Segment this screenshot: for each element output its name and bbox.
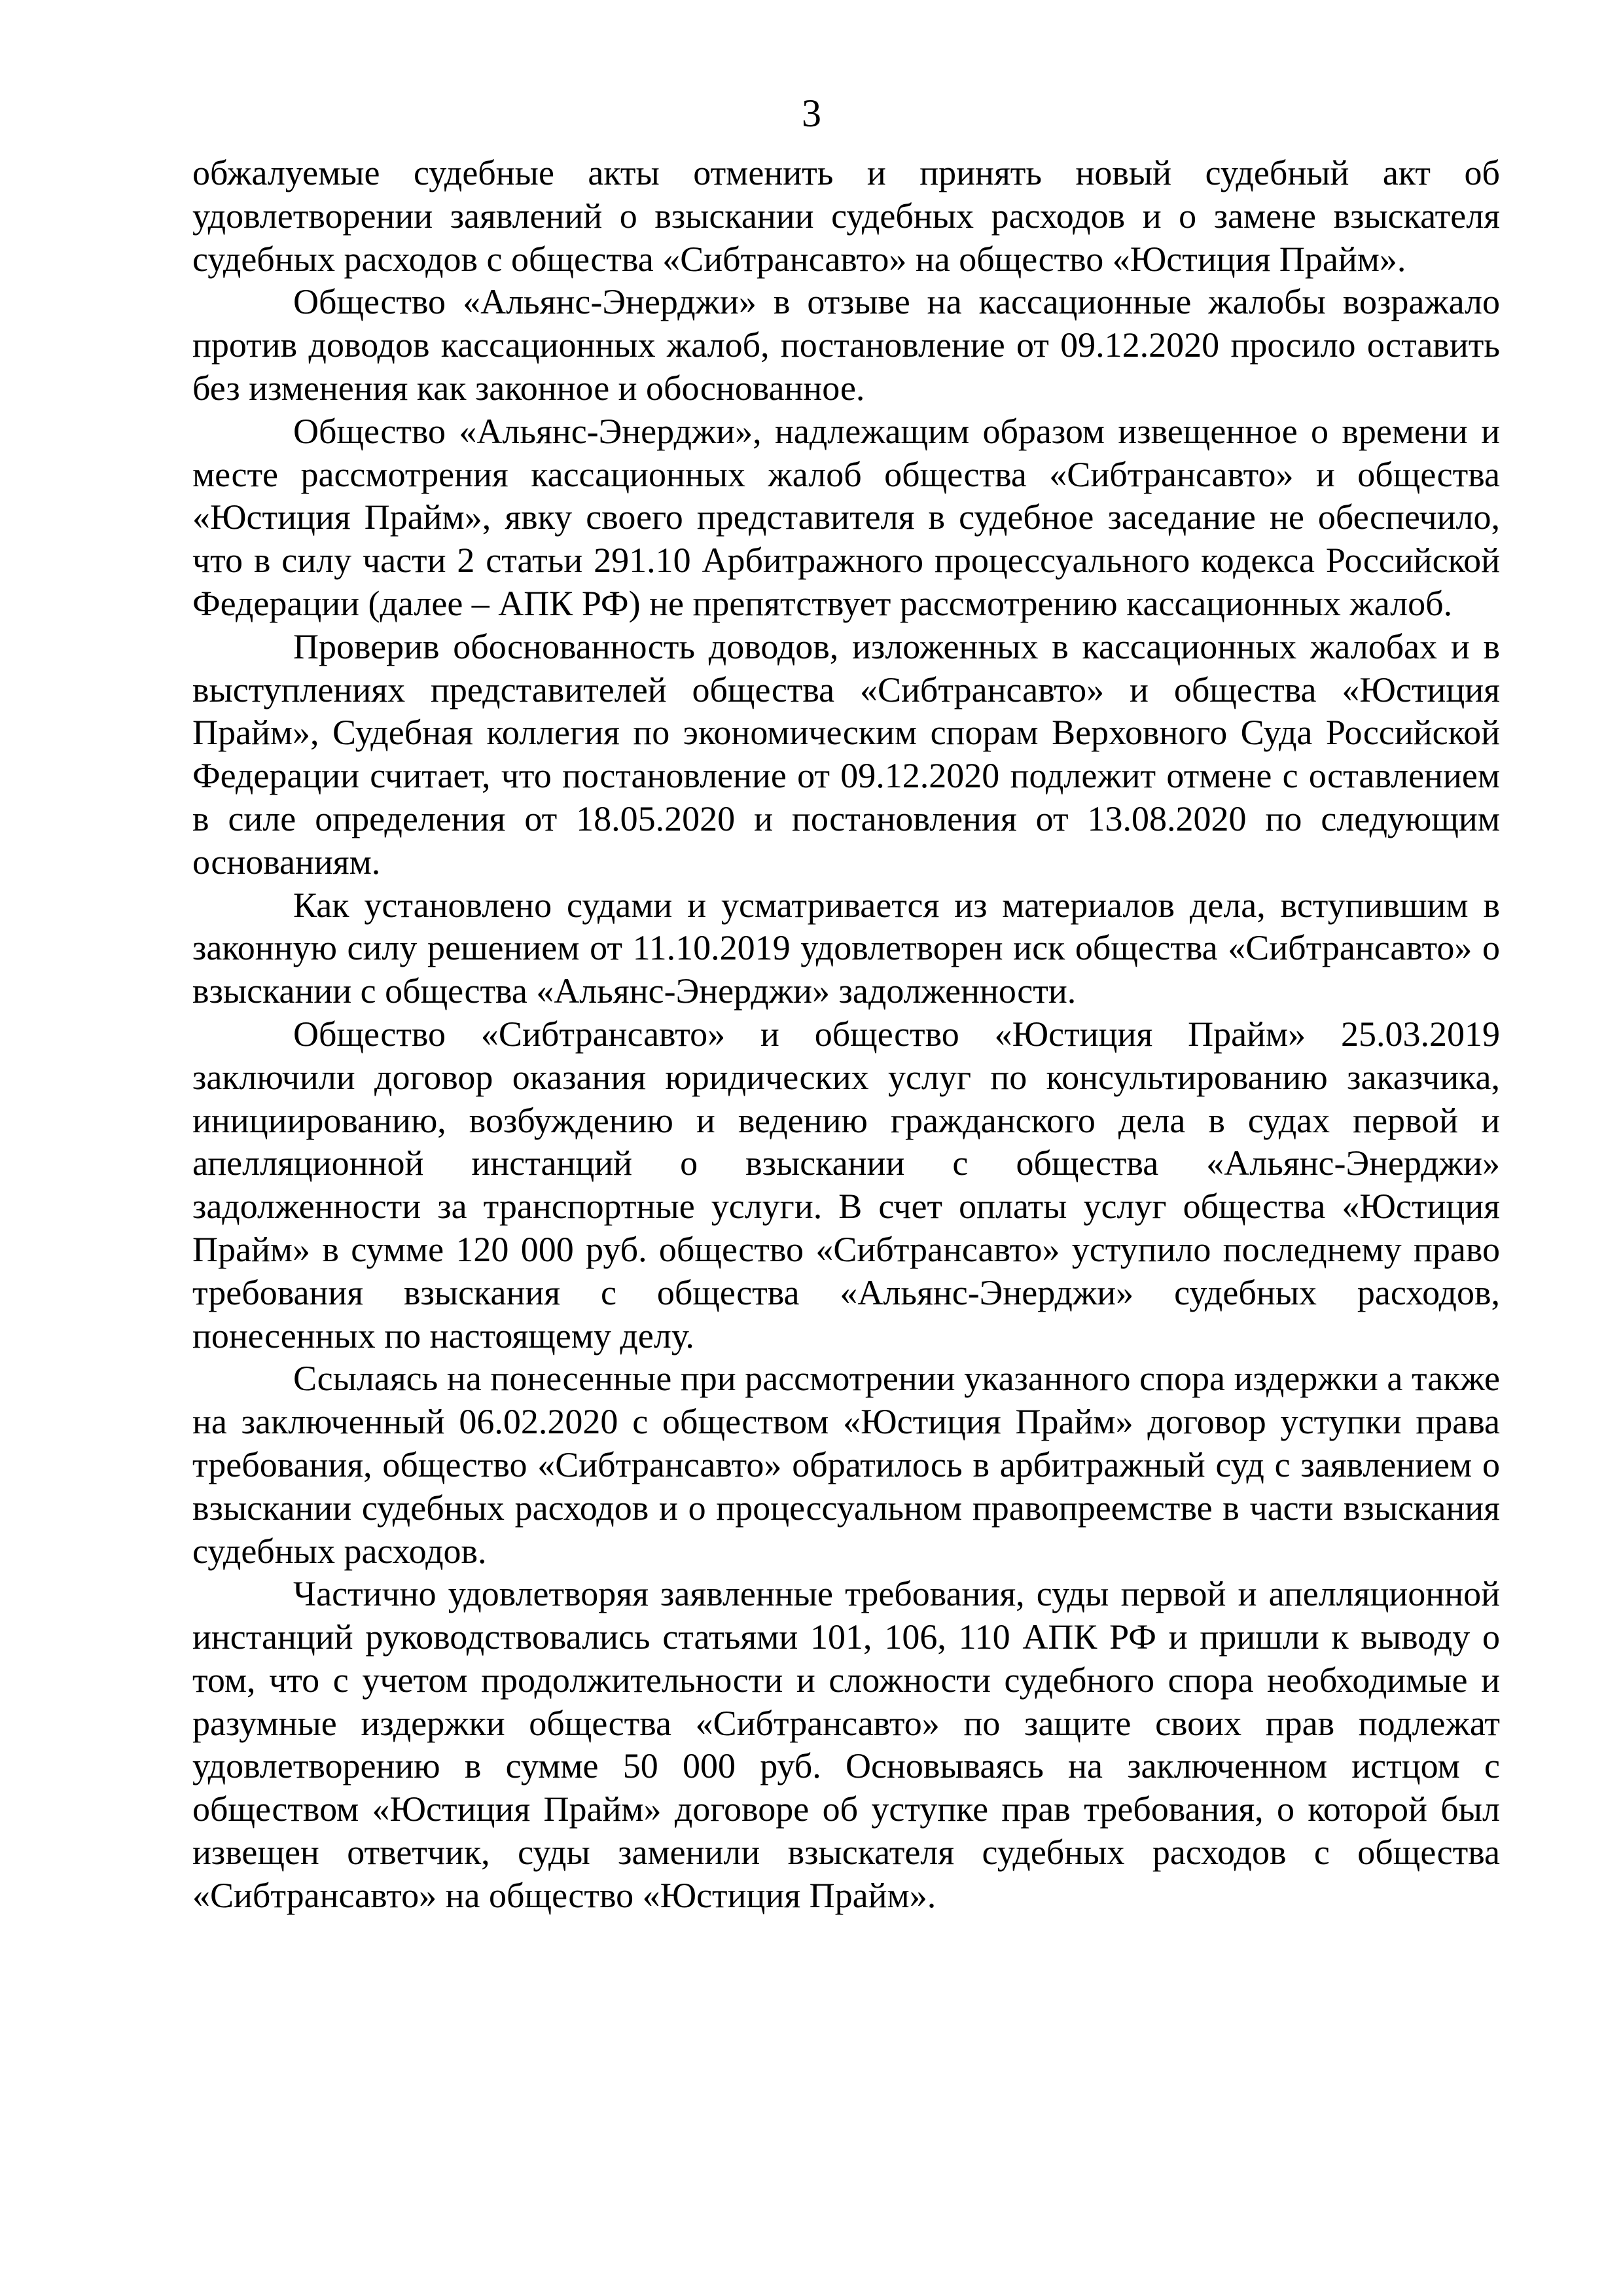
paragraph-lower-courts: Частично удовлетворяя заявленные требования, суды первой и апелляционной инстанций руководствовались статьями 101, 106, 110 АПК РФ и пришли к выводу о том, что с учетом продолжительности и сложности судебного спора необходимые и разумные издержки общества «Сибтрансавто» по защите своих прав подлежат удовлетворению в сумме 50 000 руб. Основываясь на заключенном истцом с обществом «Юстиция Прайм» договоре об уступке прав требования, о которой был извещен ответчик, суды заменили взыскателя судебных расходов с общества «Сибтрансавто» на общество «Юстиция Прайм». bbox=[192, 1574, 1500, 1915]
paragraph-established-facts: Как установлено судами и усматривается из материалов дела, вступившим в законную силу решением от 11.10.2019 удовлетворен иск общества «Сибтрансавто» о взыскании с общества «Альянс-Энерджи» задолженности. bbox=[192, 885, 1500, 1011]
paragraph-absence: Общество «Альянс-Энерджи», надлежащим образом извещенное о времени и месте рассмотрения кассационных жалоб общества «Сибтрансавто» и общества «Юстиция Прайм», явку своего представителя в судебное заседание не обеспечило, что в силу части 2 статьи 291.10 Арбитражного процессуального кодекса Российской Федерации (далее – АПК РФ) не препятствует рассмотрению кассационных жалоб. bbox=[192, 411, 1500, 623]
paragraph-contract: Общество «Сибтрансавто» и общество «Юстиция Прайм» 25.03.2019 заключили договор оказания юридических услуг по консультированию заказчика, инициированию, возбуждению и ведению гражданского дела в судах первой и апелляционной инстанций о взыскании с общества «Альянс-Энерджи» задолженности за транспортные услуги. В счет оплаты услуг общества «Юстиция Прайм» в сумме 120 000 руб. общество «Сибтрансавто» уступило последнему право требования взыскания с общества «Альянс-Энерджи» судебных расходов, понесенных по настоящему делу. bbox=[192, 1014, 1500, 1355]
paragraph-application: Ссылаясь на понесенные при рассмотрении указанного спора издержки а также на заключенный 06.02.2020 с обществом «Юстиция Прайм» договор уступки права требования, общество «Сибтрансавто» обратилось в арбитражный суд с заявлением о взыскании судебных расходов и о процессуальном правопреемстве в части взыскания судебных расходов. bbox=[192, 1359, 1500, 1571]
page-number: 3 bbox=[802, 92, 821, 135]
paragraph-court-finding: Проверив обоснованность доводов, изложенных в кассационных жалобах и в выступлениях представителей общества «Сибтрансавто» и общества «Юстиция Прайм», Судебная коллегия по экономическим спорам Верховного Суда Российской Федерации считает, что постановление от 09.12.2020 подлежит отмене с оставлением в силе определения от 18.05.2020 и постановления от 13.08.2020 по следующим основаниям. bbox=[192, 626, 1500, 882]
paragraph-continuation: обжалуемые судебные акты отменить и принять новый судебный акт об удовлетворении заявлений о взыскании судебных расходов и о замене взыскателя судебных расходов с общества «Сибтрансавто» на общество «Юстиция Прайм». bbox=[192, 153, 1500, 279]
document-body bbox=[192, 152, 1500, 1918]
paragraph-response: Общество «Альянс-Энерджи» в отзыве на кассационные жалобы возражало против доводов кассационных жалоб, постановление от 09.12.2020 просило оставить без изменения как законное и обоснованное. bbox=[192, 282, 1500, 408]
